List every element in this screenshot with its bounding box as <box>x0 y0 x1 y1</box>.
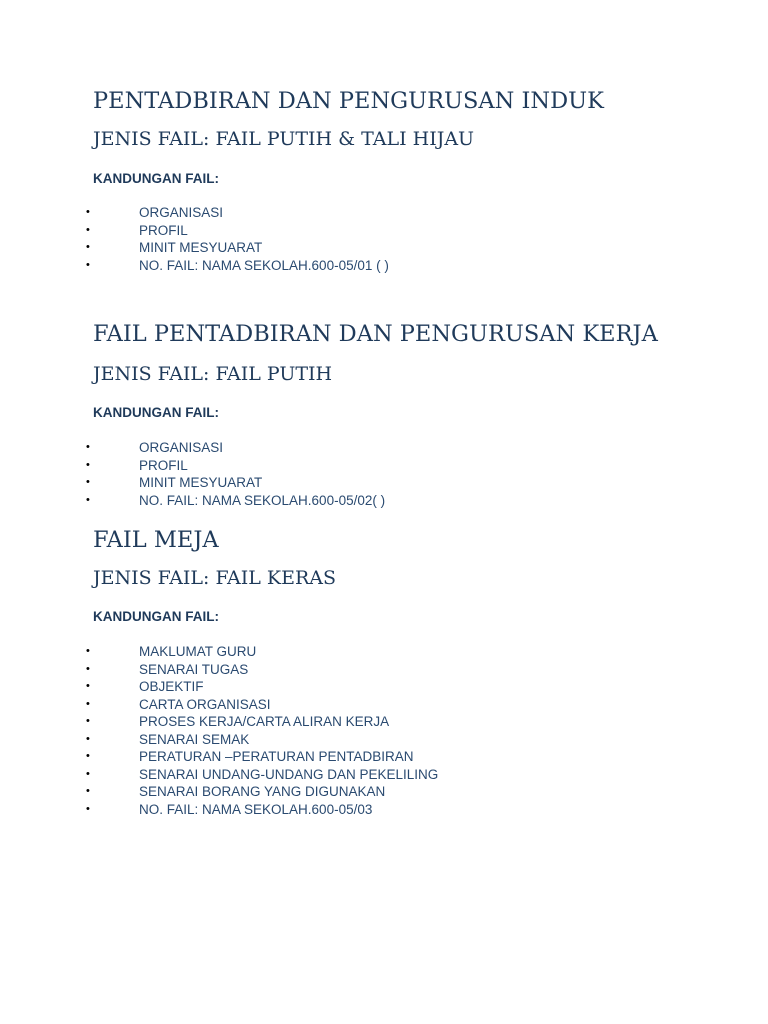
bullet-icon: • <box>86 732 90 745</box>
list-item-text: SENARAI BORANG YANG DIGUNAKAN <box>139 784 386 799</box>
bullet-icon: • <box>86 223 90 236</box>
contents-list <box>0 439 768 509</box>
list-item <box>0 783 768 801</box>
list-item <box>0 439 768 457</box>
list-item-text: SENARAI UNDANG-UNDANG DAN PEKELILING <box>139 766 439 782</box>
list-item-text: CARTA ORGANISASI <box>139 696 271 712</box>
bullet-icon: • <box>86 680 90 692</box>
list-item-text: NO. FAIL: NAMA SEKOLAH.600-05/02( ) <box>139 492 386 508</box>
contents-label: KANDUNGAN FAIL: <box>93 171 219 186</box>
list-item <box>0 801 768 819</box>
bullet-icon: • <box>86 750 90 762</box>
list-item <box>0 696 768 714</box>
bullet-icon: • <box>86 441 90 453</box>
list-item-text: MINIT MESYUARAT <box>139 475 263 490</box>
bullet-icon: • <box>86 662 90 675</box>
list-item <box>0 766 768 784</box>
section-title: FAIL PENTADBIRAN DAN PENGURUSAN KERJA <box>93 321 658 347</box>
list-item <box>0 661 768 679</box>
list-item-text: PROFIL <box>139 222 188 238</box>
list-item-text: MINIT MESYUARAT <box>139 240 263 255</box>
bullet-icon: • <box>86 258 90 271</box>
bullet-icon: • <box>86 697 90 710</box>
list-item-text: SENARAI SEMAK <box>139 731 250 747</box>
list-item <box>0 257 768 275</box>
bullet-icon: • <box>86 767 90 780</box>
list-item-text: ORGANISASI <box>139 440 224 455</box>
list-item-text: ORGANISASI <box>139 205 224 220</box>
list-item-text: NO. FAIL: NAMA SEKOLAH.600-05/03 <box>139 801 373 817</box>
bullet-icon: • <box>86 802 90 815</box>
list-item-text: PERATURAN –PERATURAN PENTADBIRAN <box>139 749 414 764</box>
list-item <box>0 239 768 257</box>
contents-label: KANDUNGAN FAIL: <box>93 609 219 624</box>
list-item <box>0 474 768 492</box>
list-item <box>0 204 768 222</box>
section-subtitle: JENIS FAIL: FAIL PUTIH & TALI HIJAU <box>93 128 475 150</box>
list-item-text: OBJEKTIF <box>139 679 204 694</box>
list-item <box>0 492 768 510</box>
list-item-text: SENARAI TUGAS <box>139 661 249 677</box>
contents-list <box>0 204 768 274</box>
bullet-icon: • <box>86 206 90 218</box>
list-item <box>0 457 768 475</box>
list-item <box>0 222 768 240</box>
contents-label: KANDUNGAN FAIL: <box>93 405 219 420</box>
list-item <box>0 713 768 731</box>
list-item <box>0 731 768 749</box>
bullet-icon: • <box>86 458 90 471</box>
bullet-icon: • <box>86 645 90 657</box>
list-item <box>0 748 768 766</box>
section-subtitle: JENIS FAIL: FAIL PUTIH <box>93 363 333 385</box>
section-title: PENTADBIRAN DAN PENGURUSAN INDUK <box>93 88 604 114</box>
bullet-icon: • <box>86 715 90 727</box>
section-subtitle: JENIS FAIL: FAIL KERAS <box>93 567 337 589</box>
section-title: FAIL MEJA <box>93 527 219 553</box>
list-item-text: MAKLUMAT GURU <box>139 644 257 659</box>
list-item-text: NO. FAIL: NAMA SEKOLAH.600-05/01 ( ) <box>139 257 389 273</box>
bullet-icon: • <box>86 476 90 488</box>
list-item <box>0 678 768 696</box>
bullet-icon: • <box>86 785 90 797</box>
contents-list <box>0 643 768 818</box>
list-item <box>0 643 768 661</box>
bullet-icon: • <box>86 241 90 253</box>
list-item-text: PROSES KERJA/CARTA ALIRAN KERJA <box>139 714 390 729</box>
bullet-icon: • <box>86 493 90 506</box>
list-item-text: PROFIL <box>139 457 188 473</box>
